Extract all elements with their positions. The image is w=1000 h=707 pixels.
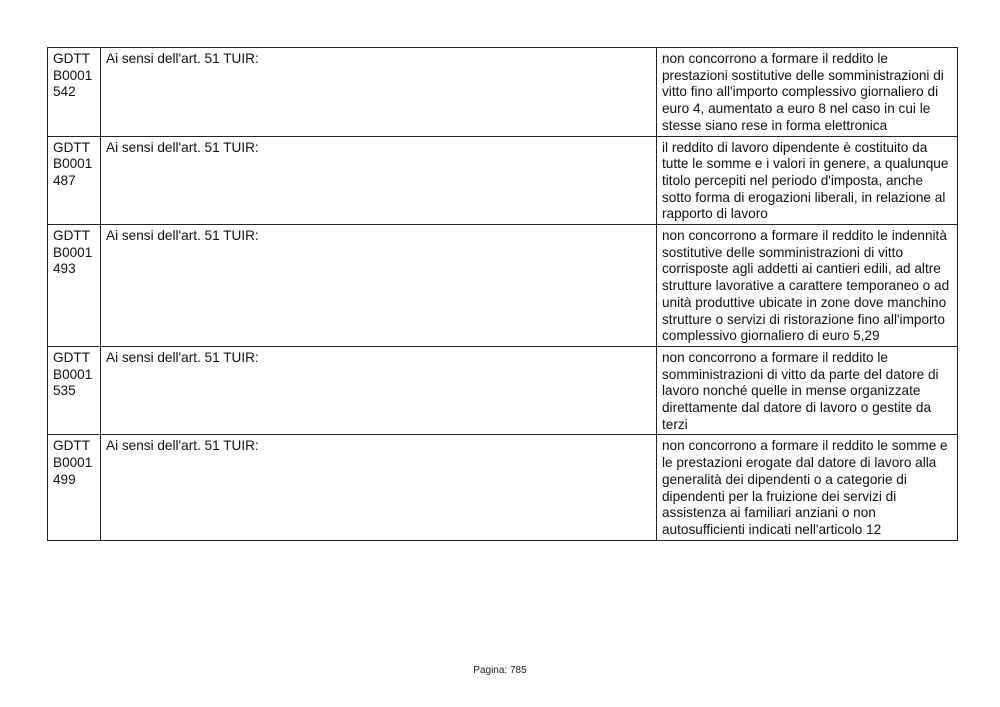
table-row [48, 346, 958, 435]
question-text: Ai sensi dell'art. 51 TUIR: [101, 346, 657, 435]
answer-text: non concorrono a formare il reddito le indennità sostitutive delle somministrazioni di vitto corrisposte agli addetti ai cantieri edili, ad altre strutture lavorative a carattere temporaneo o ad unità produttive ubicate in zone dove manchino strutture o servizi di ristorazione fino all'importo complessivo giornaliero di euro 5,29 [657, 225, 958, 347]
question-text: Ai sensi dell'art. 51 TUIR: [101, 435, 657, 540]
question-text: Ai sensi dell'art. 51 TUIR: [101, 225, 657, 347]
table-row [48, 435, 958, 540]
questions-table [47, 47, 958, 541]
answer-text: non concorrono a formare il reddito le somme e le prestazioni erogate dal datore di lavoro alla generalità dei dipendenti o a categorie di dipendenti per la fruizione dei servizi di assistenza ai familiari anziani o non autosufficienti indicati nell'articolo 12 [657, 435, 958, 540]
page-number: Pagina: 785 [473, 665, 527, 676]
table-row [48, 136, 958, 225]
question-code: GDTT B0001 499 [48, 435, 101, 540]
table-row [48, 48, 958, 137]
table-row [48, 225, 958, 347]
answer-text: non concorrono a formare il reddito le somministrazioni di vitto da parte del datore di lavoro nonché quelle in mense organizzate direttamente dal datore di lavoro o gestite da terzi [657, 346, 958, 435]
answer-text: il reddito di lavoro dipendente è costituito da tutte le somme e i valori in genere, a qualunque titolo percepiti nel periodo d'imposta, anche sotto forma di erogazioni liberali, in relazione al rapporto di lavoro [657, 136, 958, 225]
question-text: Ai sensi dell'art. 51 TUIR: [101, 48, 657, 137]
question-code: GDTT B0001 493 [48, 225, 101, 347]
answer-text: non concorrono a formare il reddito le prestazioni sostitutive delle somministrazioni di vitto fino all'importo complessivo giornaliero di euro 4, aumentato a euro 8 nel caso in cui le stesse siano rese in forma elettronica [657, 48, 958, 137]
question-code: GDTT B0001 542 [48, 48, 101, 137]
question-code: GDTT B0001 487 [48, 136, 101, 225]
question-code: GDTT B0001 535 [48, 346, 101, 435]
question-text: Ai sensi dell'art. 51 TUIR: [101, 136, 657, 225]
